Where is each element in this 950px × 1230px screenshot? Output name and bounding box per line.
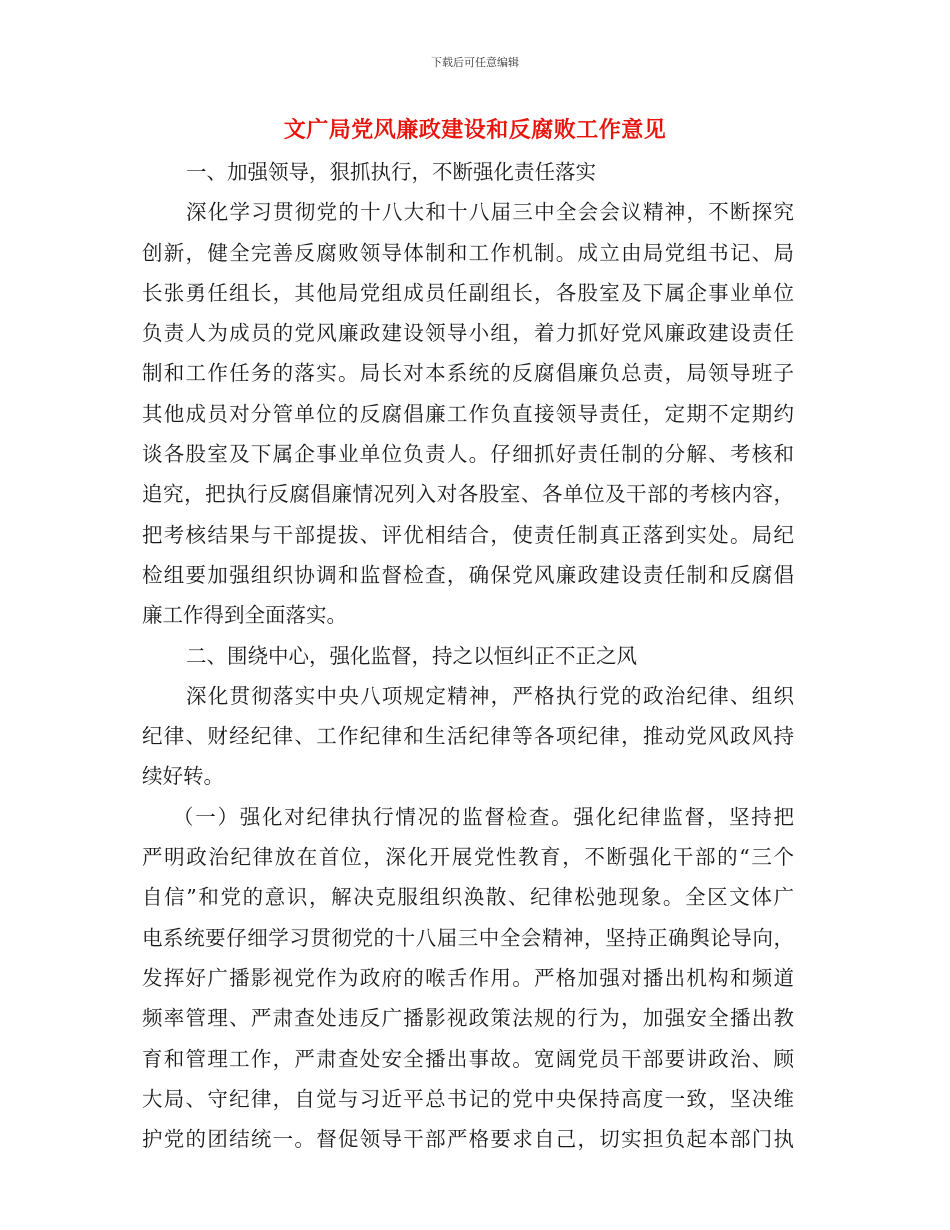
paragraph-line: 发挥好广播影视党作为政府的喉舌作用。严格加强对播出机构和频道 bbox=[142, 965, 794, 990]
paragraph-line: 护党的团结统一。督促领导干部严格要求自己，切实担负起本部门执 bbox=[142, 1127, 794, 1152]
paragraph-line: 深化学习贯彻党的十八大和十八届三中全会会议精神，不断探究 bbox=[186, 200, 794, 225]
section-heading: 一、加强领导，狠抓执行，不断强化责任落实 bbox=[186, 160, 596, 184]
paragraph-line: 育和管理工作，严肃查处安全播出事故。宽阔党员干部要讲政治、顾 bbox=[142, 1046, 794, 1071]
paragraph-line: 把考核结果与干部提拔、评优相结合，使责任制真正落到实处。局纪 bbox=[142, 522, 794, 547]
paragraph-line: 其他成员对分管单位的反腐倡廉工作负直接领导责任，定期不定期约 bbox=[142, 401, 794, 426]
paragraph-line: 纪律、财经纪律、工作纪律和生活纪律等各项纪律，推动党风政风持 bbox=[142, 724, 794, 749]
paragraph-line: 大局、守纪律，自觉与习近平总书记的党中央保持高度一致，坚决维 bbox=[142, 1086, 794, 1111]
paragraph-line: 追究，把执行反腐倡廉情况列入对各股室、各单位及干部的考核内容， bbox=[142, 482, 794, 507]
paragraph-line: 廉工作得到全面落实。 bbox=[142, 603, 347, 628]
paragraph-line: 电系统要仔细学习贯彻党的十八届三中全会精神，坚持正确舆论导向， bbox=[142, 925, 794, 950]
paragraph-line: 制和工作任务的落实。局长对本系统的反腐倡廉负总责，局领导班子 bbox=[142, 361, 794, 386]
subsection-line: （一）强化对纪律执行情况的监督检查。强化纪律监督，坚持把 bbox=[173, 804, 794, 829]
paragraph-line: 检组要加强组织协调和监督检查，确保党风廉政建设责任制和反腐倡 bbox=[142, 562, 794, 587]
section-heading: 二、围绕中心，强化监督，持之以恒纠正不正之风 bbox=[186, 643, 637, 668]
header-note: 下载后可任意编辑 bbox=[431, 56, 519, 69]
paragraph-line: 深化贯彻落实中央八项规定精神，严格执行党的政治纪律、组织 bbox=[186, 683, 794, 708]
paragraph-line: 负责人为成员的党风廉政建设领导小组，着力抓好党风廉政建设责任 bbox=[142, 321, 794, 346]
paragraph-line: 严明政治纪律放在首位，深化开展党性教育，不断强化干部的“三个 bbox=[142, 845, 794, 870]
paragraph-line: 续好转。 bbox=[142, 764, 224, 789]
paragraph-line: 自信”和党的意识，解决克服组织涣散、纪律松弛现象。全区文体广 bbox=[142, 885, 794, 910]
paragraph-line: 频率管理、严肃查处违反广播影视政策法规的行为，加强安全播出教 bbox=[142, 1006, 794, 1031]
paragraph-line: 创新，健全完善反腐败领导体制和工作机制。成立由局党组书记、局 bbox=[142, 240, 794, 265]
document-body bbox=[142, 152, 794, 1159]
document-title: 文广局党风廉政建设和反腐败工作意见 bbox=[283, 117, 667, 143]
paragraph-line: 谈各股室及下属企事业单位负责人。仔细抓好责任制的分解、考核和 bbox=[142, 442, 794, 467]
paragraph-line: 长张勇任组长，其他局党组成员任副组长，各股室及下属企事业单位 bbox=[142, 280, 794, 305]
